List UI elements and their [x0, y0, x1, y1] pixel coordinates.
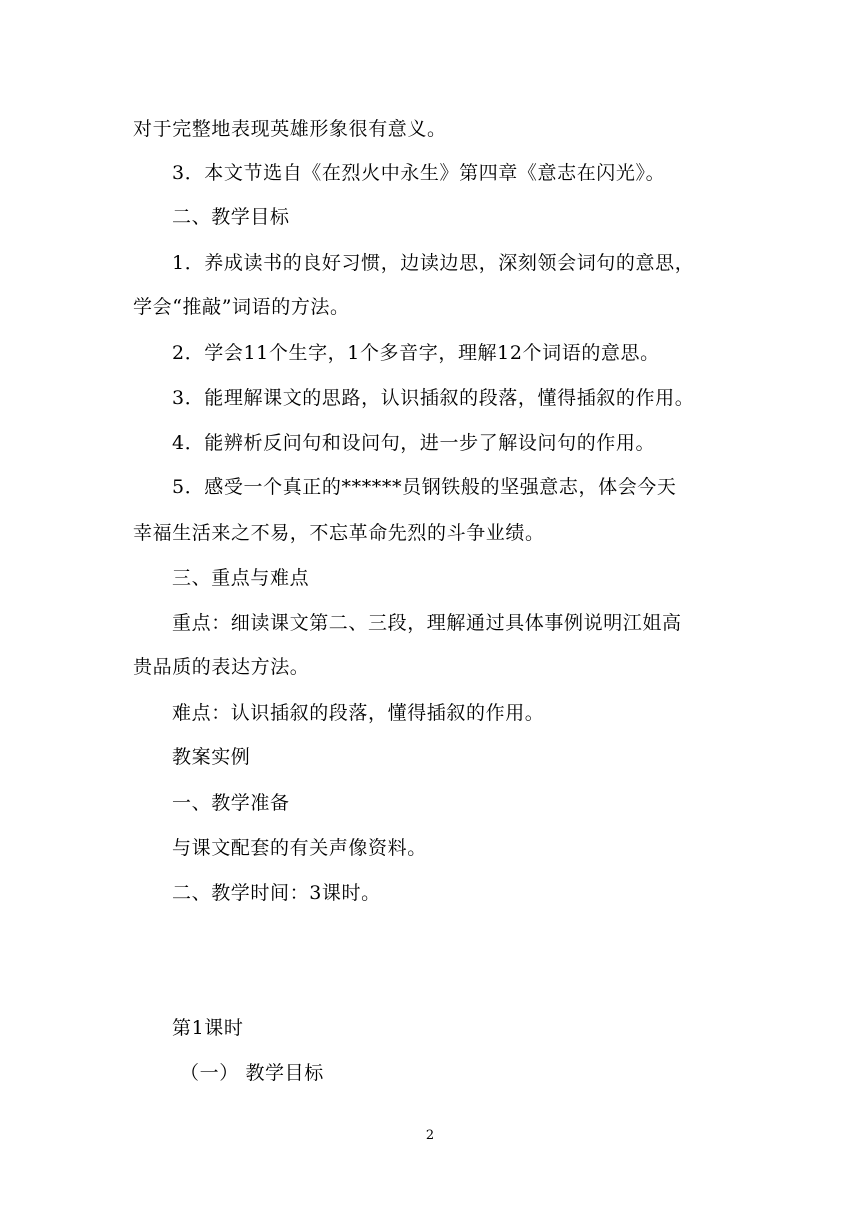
- text-line: 幸福生活来之不易，不忘革命先烈的斗争业绩。: [133, 522, 545, 544]
- text-line: 3．能理解课文的思路，认识插叙的段落，懂得插叙的作用。: [172, 387, 695, 409]
- page-number: 2: [425, 1128, 435, 1143]
- text-line: 重点：细读课文第二、三段，理解通过具体事例说明江姐高: [172, 612, 682, 634]
- text-line: 2．学会11个生字，1个多音字，理解12个词语的意思。: [172, 342, 660, 364]
- text-line: 与课文配套的有关声像资料。: [172, 837, 427, 859]
- lesson-heading: 第1课时: [172, 1017, 244, 1039]
- text-line: 对于完整地表现英雄形象很有意义。: [133, 118, 447, 140]
- section-heading: 一、教学准备: [172, 792, 290, 814]
- text-line: 难点：认识插叙的段落，懂得插叙的作用。: [172, 702, 545, 724]
- section-heading: 三、重点与难点: [172, 567, 310, 589]
- subsection-heading: （一） 教学目标: [180, 1062, 324, 1084]
- text-line: 3．本文节选自《在烈火中永生》第四章《意志在闪光》。: [172, 162, 666, 184]
- section-heading: 二、教学目标: [172, 206, 290, 228]
- text-line: 二、教学时间：3课时。: [172, 882, 381, 904]
- text-line: 贵品质的表达方法。: [133, 656, 310, 678]
- section-heading: 教案实例: [172, 746, 251, 768]
- text-line: 学会“推敲”词语的方法。: [133, 296, 350, 318]
- text-line: 4．能辨析反问句和设问句，进一步了解设问句的作用。: [172, 432, 656, 454]
- text-line: 5．感受一个真正的******员钢铁般的坚强意志，体会今天: [172, 476, 677, 498]
- text-line: 1．养成读书的良好习惯，边读边思，深刻领会词句的意思，: [172, 252, 695, 274]
